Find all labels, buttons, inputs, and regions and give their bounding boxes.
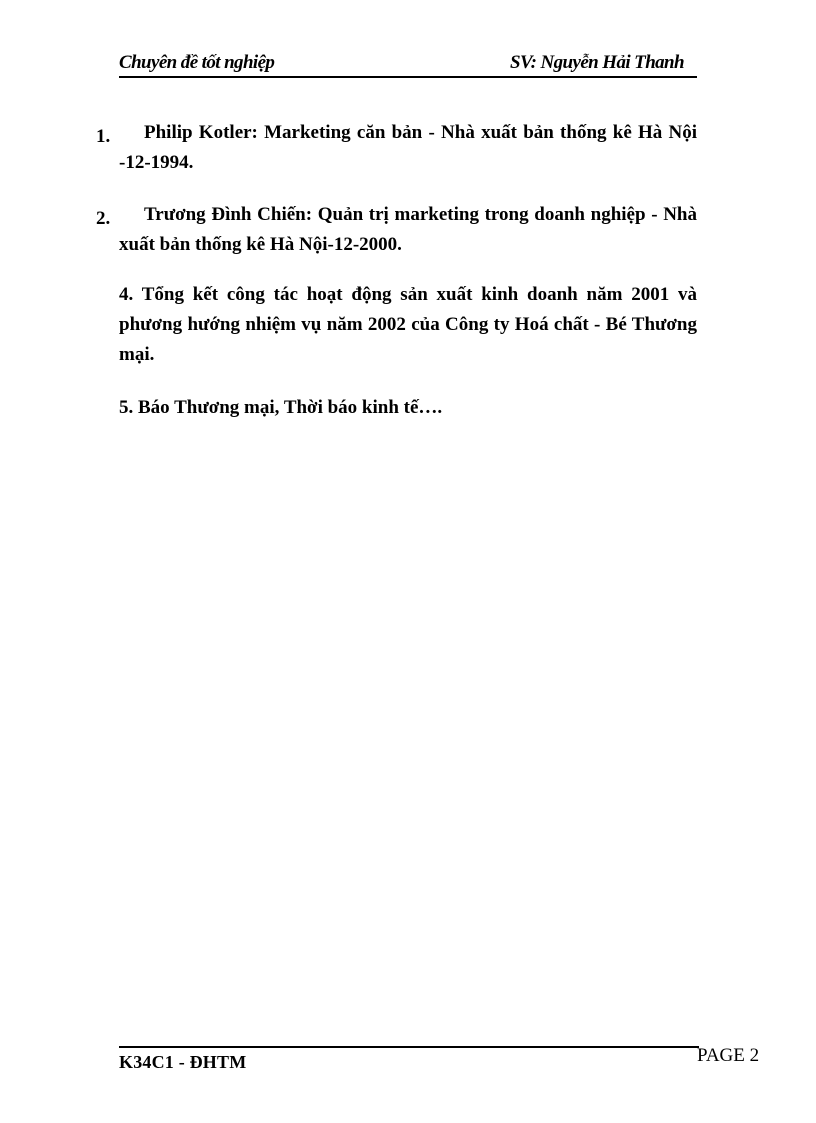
reference-item-1 [96,118,697,178]
reference-text: Philip Kotler: Marketing căn bản - Nhà xuất bản thống kê Hà Nội -12-1994. [119,122,697,173]
footer-class-code: K34C1 - ĐHTM [119,1052,247,1072]
header-student-name: SV: Nguyễn Hải Thanh [510,52,684,73]
reference-item-2 [96,200,697,260]
reference-item-4 [119,280,697,370]
page-header [119,50,697,78]
footer-page-number: PAGE 2 [697,1045,760,1066]
reference-text: Trương Đình Chiến: Quản trị marketing trong doanh nghiệp - Nhà xuất bản thống kê Hà Nội-12-2000. [119,204,697,255]
reference-number: 1. [96,126,111,147]
reference-text: 5. Báo Thương mại, Thời báo kinh tế…. [119,397,443,418]
reference-number: 2. [96,208,111,229]
reference-item-5 [119,393,697,423]
footer-divider [119,1046,699,1048]
reference-text: 4. Tổng kết công tác hoạt động sản xuất kinh doanh năm 2001 và phương hướng nhiệm vụ năm 2002 của Công ty Hoá chất - Bé Thương mại. [119,284,697,365]
header-document-type: Chuyên đề tốt nghiệp [119,52,275,73]
